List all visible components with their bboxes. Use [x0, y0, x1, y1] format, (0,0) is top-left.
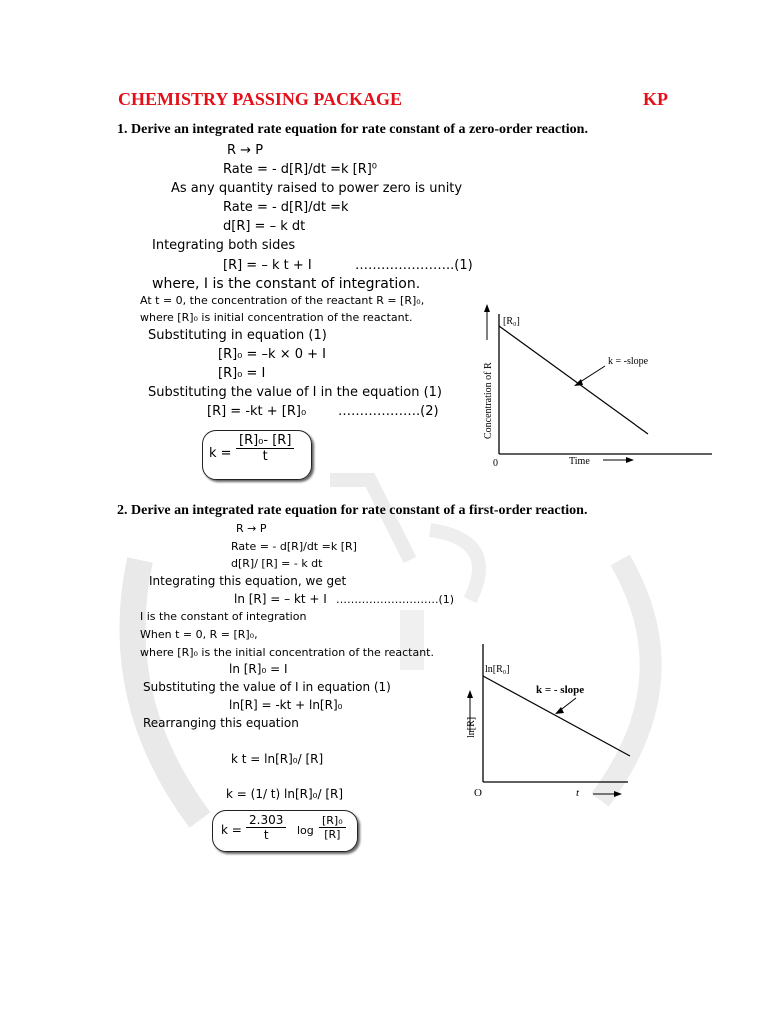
q2-boxed-formula [212, 810, 358, 852]
q1-zero-power-note: As any quantity raised to power zero is unity [171, 181, 463, 196]
q2-formula-log-numerator: [R]₀ [319, 814, 346, 828]
q2-origin-label: O [474, 787, 482, 799]
q1-formula-numerator: [R]₀- [R] [236, 433, 294, 449]
q2-formula-numerator: 2.303 [246, 813, 286, 828]
q2-equation-1-number: ……………………….(1) [336, 593, 455, 606]
q2-formula-lhs: k = [221, 823, 242, 837]
q2-constant-note: I is the constant of integration [140, 610, 307, 623]
q1-formula-denominator: t [262, 449, 268, 464]
q1-integrating: Integrating both sides [152, 238, 296, 253]
q1-initial-condition: At t = 0, the concentration of the reactant R = [R]₀, [140, 294, 425, 307]
q1-differential: d[R] = – k dt [223, 219, 306, 234]
q1-rate-eq: Rate = - d[R]/dt =k [223, 200, 349, 215]
q2-reaction: R → P [236, 522, 267, 535]
q1-substituting: Substituting in equation (1) [148, 328, 327, 343]
q2-substituting-value: Substituting the value of I in equation (1) [143, 680, 391, 694]
question-2-title: 2. Derive an integrated rate equation for rate constant of a first-order reaction. [117, 503, 588, 518]
q2-rearranging: Rearranging this equation [143, 716, 299, 730]
q1-x-arrowhead [626, 457, 634, 463]
q1-equation-1-number: …………………..(1) [355, 258, 473, 273]
q2-initial-definition: where [R]₀ is the initial concentration of the reactant. [140, 646, 434, 659]
q1-y-label: Concentration of R [483, 362, 494, 439]
q2-rate-law: Rate = - d[R]/dt =k [R] [231, 540, 357, 553]
q2-slope-label: k = - slope [536, 684, 585, 696]
q2-y-arrowhead [467, 690, 473, 698]
q1-boxed-formula [202, 430, 312, 480]
q2-x-arrowhead [614, 791, 622, 797]
q2-intercept-label: ln[R₀] [485, 664, 510, 675]
q1-concentration-line [499, 326, 648, 434]
q2-y-label: ln[R] [466, 716, 477, 738]
q1-rate-law: Rate = - d[R]/dt =k [R]⁰ [223, 162, 378, 177]
q1-y-arrowhead [484, 304, 490, 312]
q2-integrating: Integrating this equation, we get [149, 574, 347, 588]
q1-intercept-label: [R₀] [503, 316, 520, 327]
q2-formula-log: log [297, 824, 314, 837]
q1-origin-label: 0 [493, 458, 498, 469]
q1-constant-note: where, I is the constant of integration. [152, 276, 421, 292]
q1-x-label: Time [569, 456, 590, 467]
q1-equation-2-number: ……………….(2) [338, 404, 439, 419]
q1-substituting-value: Substituting the value of I in the equation (1) [148, 385, 442, 400]
q2-kt-equation: k t = ln[R]₀/ [R] [231, 752, 324, 766]
q2-k-equation: k = (1/ t) ln[R]₀/ [R] [226, 787, 344, 801]
question-1-title: 1. Derive an integrated rate equation for rate constant of a zero-order reaction. [117, 122, 588, 137]
q2-initial-condition: When t = 0, R = [R]₀, [140, 628, 258, 641]
q1-initial-definition: where [R]₀ is initial concentration of the reactant. [140, 311, 413, 324]
page-title: CHEMISTRY PASSING PACKAGE [118, 89, 403, 109]
q1-r0-equals-i: [R]₀ = I [218, 366, 266, 381]
q1-reaction: R → P [227, 143, 264, 158]
q1-equation-2: [R] = -kt + [R]₀ [207, 404, 307, 419]
q2-x-label: t [576, 787, 580, 799]
q1-graph [470, 284, 720, 474]
q2-graph [458, 636, 638, 806]
q1-slope-label: k = -slope [608, 356, 649, 367]
q2-formula-log-denominator: [R] [324, 828, 341, 841]
q1-slope-pointer-head [574, 379, 583, 386]
header-initials: KP [643, 89, 668, 109]
q2-substituted-equation: ln[R] = -kt + ln[R]₀ [229, 698, 343, 712]
q2-separated: d[R]/ [R] = - k dt [231, 557, 323, 570]
q1-sub-equation: [R]₀ = –k × 0 + I [218, 347, 326, 362]
q1-equation-1: [R] = – k t + I [223, 258, 312, 273]
q1-formula-lhs: k = [209, 446, 232, 461]
q2-equation-1: ln [R] = – kt + I [234, 592, 327, 606]
q2-formula-denominator: t [263, 828, 269, 842]
q2-ln-r0-equals-i: ln [R]₀ = I [229, 662, 288, 676]
